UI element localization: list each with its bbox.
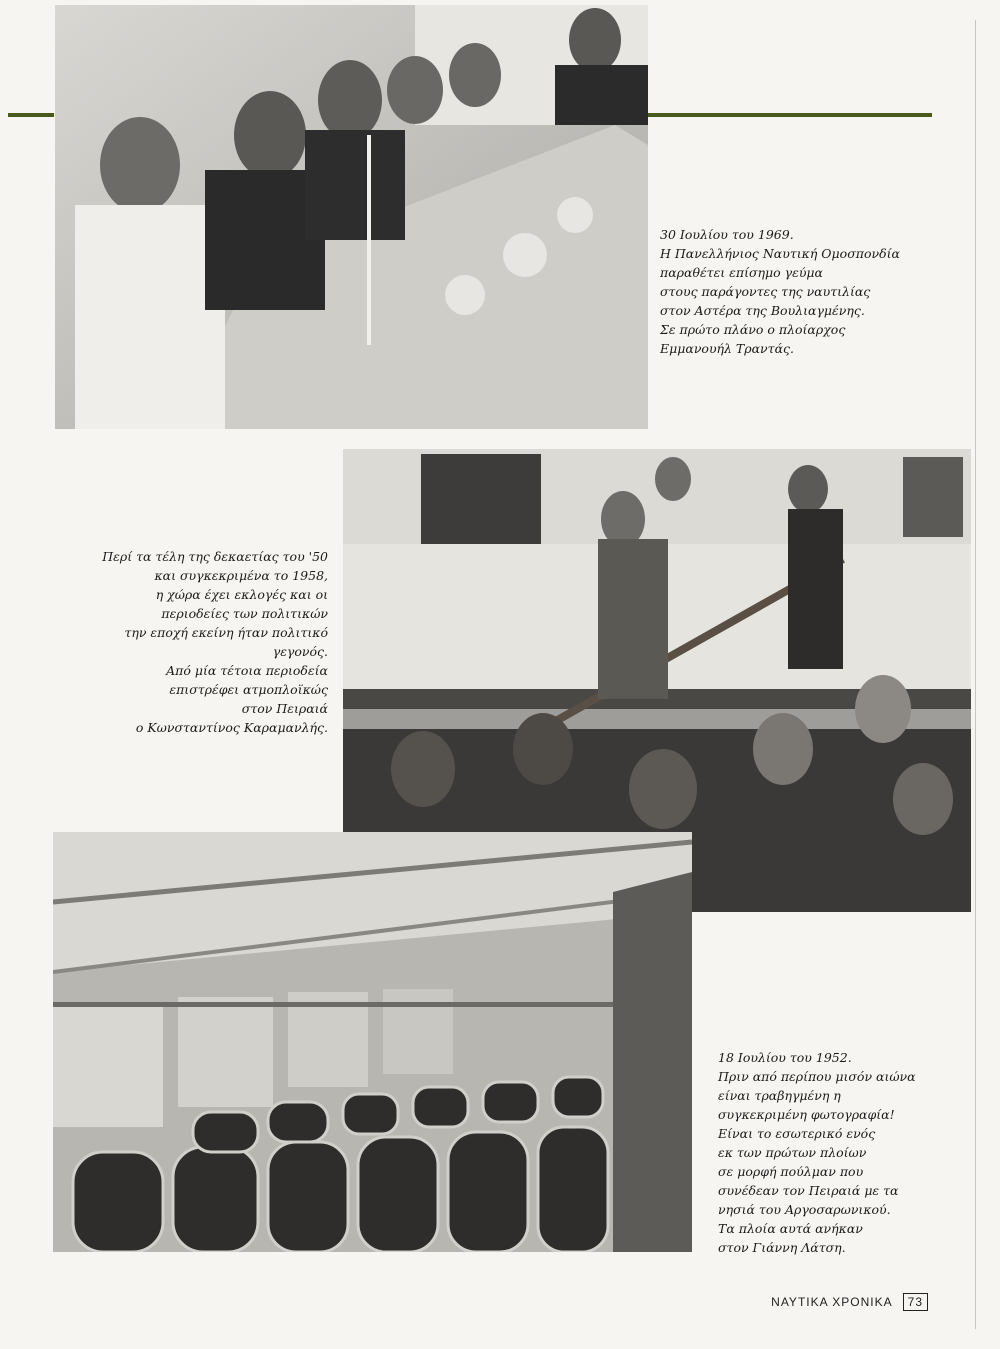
caption-line: σε μορφή πούλμαν που <box>718 1164 864 1179</box>
caption-line: Τα πλοία αυτά ανήκαν <box>718 1221 863 1236</box>
ship-interior-photo <box>53 832 692 1252</box>
ship-interior-caption <box>718 1048 958 1257</box>
page-number: 73 <box>903 1293 928 1311</box>
caption-line: η χώρα έχει εκλογές και οι <box>155 587 328 602</box>
caption-line: Είναι το εσωτερικό ενός <box>718 1126 876 1141</box>
caption-line: είναι τραβηγμένη η <box>718 1088 841 1103</box>
caption-line: την εποχή εκείνη ήταν πολιτικό <box>124 625 328 640</box>
page-edge-line <box>975 20 976 1329</box>
caption-line: στον Πειραιά <box>241 701 328 716</box>
karamanlis-caption <box>60 547 328 737</box>
caption-line: συγκεκριμένη φωτογραφία! <box>718 1107 895 1122</box>
caption-line: εκ των πρώτων πλοίων <box>718 1145 867 1160</box>
caption-line: συνέδεαν τον Πειραιά με τα <box>718 1183 899 1198</box>
caption-line: Εμμανουήλ Τραντάς. <box>660 341 794 356</box>
ship-interior-photo-image <box>53 832 692 1252</box>
banquet-photo <box>55 5 648 429</box>
caption-line: 30 Ιουλίου του 1969. <box>660 227 794 242</box>
caption-line: γεγονός. <box>272 644 328 659</box>
banquet-caption <box>660 225 960 358</box>
left-accent-rule <box>8 113 54 117</box>
caption-line: 18 Ιουλίου του 1952. <box>718 1050 852 1065</box>
caption-line: παραθέτει επίσημο γεύμα <box>660 265 823 280</box>
right-accent-rule <box>648 113 932 117</box>
caption-line: στους παράγοντες της ναυτιλίας <box>660 284 871 299</box>
caption-line: επιστρέφει ατμοπλοϊκώς <box>169 682 328 697</box>
caption-line: ο Κωνσταντίνος Καραμανλής. <box>135 720 328 735</box>
caption-line: Περί τα τέλη της δεκαετίας του '50 <box>102 549 328 564</box>
banquet-photo-image <box>55 5 648 429</box>
caption-line: Η Πανελλήνιος Ναυτική Ομοσπονδία <box>660 246 900 261</box>
caption-line: στον Γιάννη Λάτση. <box>718 1240 846 1255</box>
caption-line: Από μία τέτοια περιοδεία <box>166 663 328 678</box>
caption-line: Πριν από περίπου μισόν αιώνα <box>718 1069 916 1084</box>
caption-line: και συγκεκριμένα το 1958, <box>154 568 328 583</box>
caption-line: περιοδείες των πολιτικών <box>161 606 328 621</box>
caption-line: στον Αστέρα της Βουλιαγμένης. <box>660 303 865 318</box>
page-footer <box>771 1293 928 1311</box>
caption-line: Σε πρώτο πλάνο ο πλοίαρχος <box>660 322 846 337</box>
magazine-name: ΝΑΥΤΙΚΑ ΧΡΟΝΙΚΑ <box>771 1295 893 1309</box>
caption-line: νησιά του Αργοσαρωνικού. <box>718 1202 891 1217</box>
